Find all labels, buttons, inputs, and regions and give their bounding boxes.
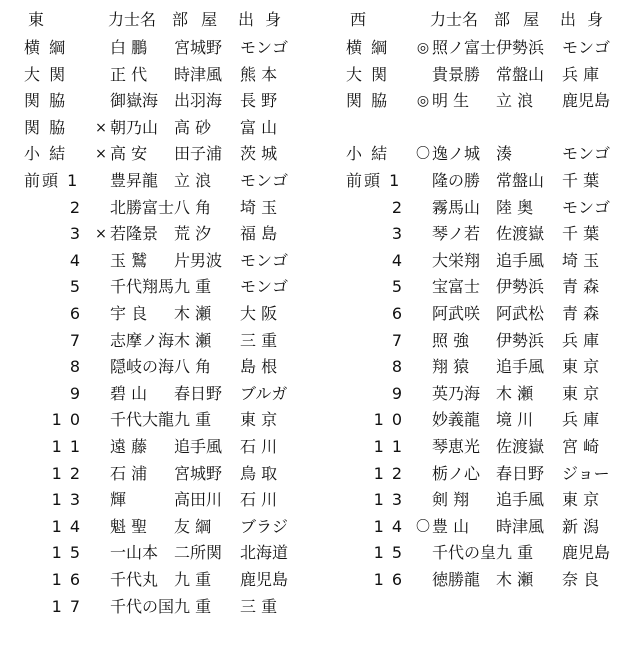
west-shusshin-header: 出 身	[560, 10, 607, 29]
rikishi-name: 輝	[110, 490, 127, 510]
rank-cell: 5	[391, 277, 410, 297]
banzuke-row	[322, 302, 644, 326]
heya-cell: 二所関	[174, 543, 223, 563]
rikishi-name: 英乃海	[432, 383, 481, 403]
rikishi-name: 豊 山	[432, 516, 470, 536]
rank-cell: 9	[69, 383, 88, 403]
banzuke-row	[0, 541, 322, 565]
rikishi-name: 千代の皇	[432, 543, 497, 563]
shusshin-cell: 青 森	[562, 304, 600, 323]
heya-cell: 追手風	[174, 437, 223, 456]
rank-cell: 8	[391, 357, 410, 377]
rank-cell: 大 関	[24, 64, 68, 84]
shusshin-cell: ブルガ	[240, 383, 288, 403]
banzuke-row	[0, 89, 322, 113]
shusshin-cell: 三 重	[240, 330, 278, 350]
banzuke-row	[0, 302, 322, 326]
rikishi-name: 栃ノ心	[432, 463, 481, 483]
rikishi-name: 白 鵬	[110, 38, 148, 57]
rikishi-name: 豊昇龍	[110, 171, 159, 190]
heya-cell: 八 角	[174, 197, 212, 217]
shusshin-cell: 熊 本	[240, 64, 278, 84]
rank-cell: 2	[391, 197, 410, 217]
rank-cell: 9	[391, 383, 410, 403]
shusshin-cell: 東 京	[562, 357, 600, 377]
rank-cell: 8	[69, 357, 88, 377]
rank-cell: 関 脇	[24, 91, 68, 111]
banzuke-row	[0, 222, 322, 246]
rikishi-name: 翔 猿	[432, 357, 470, 377]
banzuke-row	[322, 541, 644, 565]
rank-cell: 11	[373, 437, 410, 456]
result-mark: ×	[95, 146, 107, 163]
banzuke-row	[322, 408, 644, 432]
heya-cell: 時津風	[496, 516, 545, 536]
east-shusshin-header: 出 身	[238, 10, 285, 29]
east-name-header: 力士名	[108, 10, 157, 29]
rank-cell: 小 結	[346, 144, 390, 164]
banzuke-row	[0, 515, 322, 539]
heya-cell: 宮城野	[174, 463, 223, 483]
banzuke-row	[322, 63, 644, 87]
heya-cell: 友 綱	[174, 516, 212, 536]
rank-cell: 関 脇	[346, 91, 390, 111]
shusshin-cell: 鳥 取	[240, 463, 278, 483]
shusshin-cell: 石 川	[240, 490, 278, 510]
shusshin-cell: 千 葉	[562, 171, 600, 190]
rikishi-name: 一山本	[110, 543, 159, 563]
rank-cell: 4	[391, 250, 410, 270]
rikishi-name: 遠 藤	[110, 437, 148, 456]
rikishi-name: 高 安	[110, 144, 148, 164]
rikishi-name: 宝富士	[432, 277, 481, 297]
banzuke-row	[322, 249, 644, 273]
shusshin-cell: 三 重	[240, 596, 278, 616]
rank-cell: 小 結	[24, 144, 68, 164]
banzuke-row	[0, 36, 322, 60]
shusshin-cell: 東 京	[562, 383, 600, 403]
rank-cell: 13	[373, 490, 410, 510]
shusshin-cell: 石 川	[240, 437, 278, 456]
heya-cell: 時津風	[174, 64, 223, 84]
banzuke-row	[0, 382, 322, 406]
heya-cell: 高 砂	[174, 117, 212, 137]
shusshin-cell: 大 阪	[240, 304, 278, 323]
east-header-row	[0, 8, 322, 32]
rank-cell: 5	[69, 277, 88, 297]
banzuke-row	[0, 488, 322, 512]
shusshin-cell: 埼 玉	[240, 197, 278, 217]
heya-cell: 常盤山	[496, 171, 545, 190]
shusshin-cell: モンゴ	[562, 197, 611, 217]
east-heya-header: 部 屋	[172, 10, 222, 29]
banzuke-row	[0, 329, 322, 353]
shusshin-cell: 宮 崎	[562, 437, 600, 456]
result-mark: ◎	[416, 93, 430, 110]
banzuke-row	[322, 515, 644, 539]
result-mark: 〇	[416, 518, 430, 535]
rank-cell: 15	[51, 543, 88, 563]
rikishi-name: 琴ノ若	[432, 224, 481, 244]
heya-cell: 阿武松	[496, 304, 545, 323]
banzuke-row	[322, 196, 644, 220]
rikishi-name: 貴景勝	[432, 64, 481, 84]
rikishi-name: 千代翔馬	[110, 277, 175, 297]
rikishi-name: 照 強	[432, 330, 470, 350]
east-side-label: 東	[27, 10, 44, 29]
west-header-row	[322, 8, 644, 32]
rank-cell: 関 脇	[24, 117, 68, 137]
rikishi-name: 逸ノ城	[432, 144, 481, 164]
rikishi-name: 玉 鷲	[110, 250, 148, 270]
banzuke-row	[322, 568, 644, 592]
banzuke-row	[322, 275, 644, 299]
rikishi-name: 琴恵光	[432, 437, 481, 456]
rank-cell: 4	[69, 250, 88, 270]
heya-cell: 片男波	[174, 250, 223, 270]
rank-cell: 16	[373, 570, 410, 589]
shusshin-cell: 富 山	[240, 117, 278, 137]
banzuke-row	[0, 169, 322, 193]
heya-cell: 九 重	[174, 410, 212, 430]
heya-cell: 陸 奥	[496, 197, 534, 217]
heya-cell: 出羽海	[174, 91, 223, 111]
rank-cell: 17	[51, 596, 88, 616]
rikishi-name: 北勝富士	[110, 197, 175, 217]
banzuke-row	[322, 36, 644, 60]
heya-cell: 境 川	[496, 410, 534, 430]
rank-cell: 3	[69, 224, 88, 244]
shusshin-cell: ブラジ	[240, 516, 289, 536]
heya-cell: 佐渡嶽	[496, 437, 545, 456]
shusshin-cell: 長 野	[240, 91, 278, 111]
shusshin-cell: 兵 庫	[562, 330, 600, 350]
heya-cell: 九 重	[174, 596, 212, 616]
banzuke-row	[0, 462, 322, 486]
banzuke-row	[0, 275, 322, 299]
banzuke-row	[322, 329, 644, 353]
heya-cell: 九 重	[174, 277, 212, 297]
banzuke-row	[0, 116, 322, 140]
rikishi-name: 若隆景	[110, 224, 159, 244]
shusshin-cell: 兵 庫	[562, 64, 600, 84]
rank-cell: 16	[51, 570, 88, 589]
shusshin-cell: モンゴ	[562, 38, 611, 57]
heya-cell: 木 瀬	[174, 330, 212, 350]
shusshin-cell: 埼 玉	[562, 250, 600, 270]
rikishi-name: 隆の勝	[432, 171, 481, 190]
banzuke-row	[322, 488, 644, 512]
heya-cell: 九 重	[496, 543, 534, 563]
rikishi-name: 正 代	[110, 64, 148, 84]
heya-cell: 伊勢浜	[496, 277, 545, 297]
banzuke-row	[0, 63, 322, 87]
west-side	[322, 0, 644, 647]
shusshin-cell: 鹿児島	[240, 570, 289, 589]
heya-cell: 春日野	[174, 383, 223, 403]
rank-cell: 15	[373, 543, 410, 563]
rank-cell: 7	[391, 330, 410, 350]
rikishi-name: 志摩ノ海	[110, 330, 175, 350]
banzuke-row	[0, 568, 322, 592]
rank-cell: 3	[391, 224, 410, 244]
rank-cell: 大 関	[346, 64, 390, 84]
rank-cell: 6	[391, 304, 410, 323]
rank-cell: 14	[51, 516, 88, 536]
west-name-header: 力士名	[430, 10, 479, 29]
shusshin-cell: モンゴ	[240, 277, 289, 297]
shusshin-cell: 千 葉	[562, 224, 600, 244]
banzuke-row	[0, 196, 322, 220]
banzuke-row	[322, 142, 644, 166]
rank-cell: 横 綱	[24, 38, 68, 57]
rank-cell: 13	[51, 490, 88, 510]
heya-cell: 荒 汐	[174, 224, 212, 244]
shusshin-cell: 福 島	[240, 224, 278, 244]
rank-cell: 11	[51, 437, 88, 456]
heya-cell: 木 瀬	[496, 383, 534, 403]
heya-cell: 追手風	[496, 250, 545, 270]
banzuke-row	[0, 595, 322, 619]
rank-cell: 6	[69, 304, 88, 323]
shusshin-cell: 島 根	[240, 357, 278, 377]
rikishi-name: 徳勝龍	[432, 570, 481, 589]
rikishi-name: 石 浦	[110, 463, 148, 483]
heya-cell: 宮城野	[174, 38, 223, 57]
heya-cell: 立 浪	[496, 91, 534, 111]
rikishi-name: 明 生	[432, 91, 470, 111]
shusshin-cell: 新 潟	[562, 516, 600, 536]
shusshin-cell: 鹿児島	[562, 543, 611, 563]
heya-cell: 湊	[496, 144, 513, 164]
banzuke-row	[322, 222, 644, 246]
rank-cell: 10	[51, 410, 88, 430]
heya-cell: 佐渡嶽	[496, 224, 545, 244]
banzuke-row	[0, 435, 322, 459]
rikishi-name: 隠岐の海	[110, 357, 175, 377]
shusshin-cell: 青 森	[562, 277, 600, 297]
banzuke-row	[0, 355, 322, 379]
rikishi-name: 妙義龍	[432, 410, 481, 430]
result-mark: ×	[95, 226, 107, 243]
result-mark: ◎	[416, 40, 430, 56]
rikishi-name: 碧 山	[110, 383, 148, 403]
shusshin-cell: 東 京	[562, 490, 600, 510]
heya-cell: 八 角	[174, 357, 212, 377]
rank-cell: 14	[373, 516, 410, 536]
banzuke-row	[322, 382, 644, 406]
heya-cell: 伊勢浜	[496, 330, 545, 350]
rikishi-name: 千代大龍	[110, 410, 175, 430]
banzuke-row	[0, 249, 322, 273]
rikishi-name: 千代の国	[110, 596, 175, 616]
rank-cell: 12	[51, 463, 88, 483]
rank-cell: 2	[69, 197, 88, 217]
banzuke-row	[322, 169, 644, 193]
banzuke-row	[322, 116, 644, 140]
shusshin-cell: ジョー	[562, 463, 610, 483]
rikishi-name: 御嶽海	[110, 91, 159, 111]
heya-cell: 伊勢浜	[496, 38, 545, 57]
rank-cell: 10	[373, 410, 410, 430]
banzuke-row	[322, 462, 644, 486]
banzuke-row	[322, 355, 644, 379]
banzuke-row	[322, 435, 644, 459]
heya-cell: 追手風	[496, 357, 545, 377]
shusshin-cell: 東 京	[240, 410, 278, 430]
heya-cell: 田子浦	[174, 144, 223, 164]
heya-cell: 木 瀬	[174, 304, 212, 323]
banzuke-row	[0, 408, 322, 432]
shusshin-cell: 兵 庫	[562, 410, 600, 430]
heya-cell: 木 瀬	[496, 570, 534, 589]
shusshin-cell: モンゴ	[240, 171, 289, 190]
rikishi-name: 千代丸	[110, 570, 159, 589]
west-heya-header: 部 屋	[494, 10, 544, 29]
rikishi-name: 朝乃山	[110, 117, 159, 137]
banzuke-row	[322, 89, 644, 113]
rikishi-name: 阿武咲	[432, 304, 481, 323]
rikishi-name: 魁 聖	[110, 516, 148, 536]
shusshin-cell: 茨 城	[240, 144, 278, 164]
rikishi-name: 宇 良	[110, 304, 148, 323]
shusshin-cell: モンゴ	[562, 144, 611, 164]
banzuke-row	[0, 142, 322, 166]
rank-cell: 7	[69, 330, 88, 350]
west-side-label: 西	[349, 10, 366, 29]
rank-cell: 前頭 1	[346, 171, 402, 190]
heya-cell: 立 浪	[174, 171, 212, 190]
rank-cell: 12	[373, 463, 410, 483]
rikishi-name: 霧馬山	[432, 197, 481, 217]
rikishi-name: 照ノ富士	[432, 38, 497, 57]
heya-cell: 追手風	[496, 490, 545, 510]
shusshin-cell: 鹿児島	[562, 91, 611, 111]
shusshin-cell: モンゴ	[240, 38, 289, 57]
shusshin-cell: モンゴ	[240, 250, 289, 270]
heya-cell: 常盤山	[496, 64, 545, 84]
heya-cell: 春日野	[496, 463, 545, 483]
rikishi-name: 剣 翔	[432, 490, 470, 510]
shusshin-cell: 奈 良	[562, 570, 600, 589]
shusshin-cell: 北海道	[240, 543, 289, 563]
heya-cell: 高田川	[174, 490, 223, 510]
rank-cell: 横 綱	[346, 38, 390, 57]
rikishi-name: 大栄翔	[432, 250, 481, 270]
result-mark: 〇	[416, 146, 430, 163]
rank-cell: 前頭 1	[24, 171, 80, 190]
heya-cell: 九 重	[174, 570, 212, 589]
result-mark: ×	[95, 119, 107, 136]
